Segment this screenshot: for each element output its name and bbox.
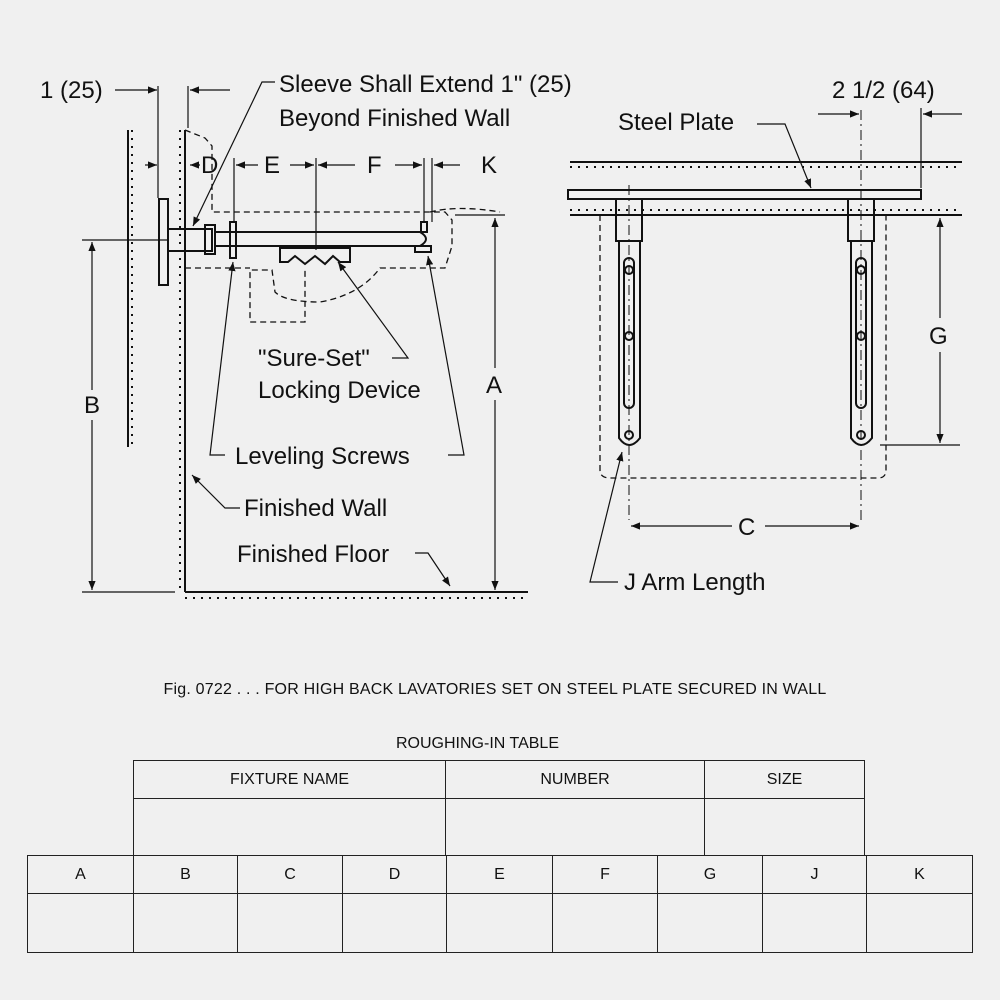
dim-c-label: C bbox=[738, 514, 756, 541]
fixture-name-header: FIXTURE NAME bbox=[134, 761, 446, 799]
col-header-e: E bbox=[447, 856, 553, 894]
fixture-name-cell[interactable] bbox=[134, 799, 446, 856]
value-cell-f[interactable] bbox=[553, 894, 658, 953]
value-cell-j[interactable] bbox=[763, 894, 867, 953]
dim-e-label: E bbox=[264, 152, 281, 179]
dim-25-label: 1 (25) bbox=[40, 77, 103, 104]
col-header-j: J bbox=[763, 856, 867, 894]
col-header-g: G bbox=[658, 856, 763, 894]
col-header-a: A bbox=[28, 856, 134, 894]
dimension-table bbox=[27, 855, 973, 953]
sure-set-label-line1: "Sure-Set" bbox=[258, 345, 370, 372]
front-view bbox=[568, 108, 962, 582]
sleeve-note-line2: Beyond Finished Wall bbox=[279, 105, 511, 132]
dim-a-label: A bbox=[486, 372, 503, 399]
value-cell-a[interactable] bbox=[28, 894, 134, 953]
leveling-screws-label: Leveling Screws bbox=[235, 443, 410, 470]
value-cell-b[interactable] bbox=[134, 894, 238, 953]
dim-k-label: K bbox=[481, 152, 498, 179]
dim-64-label: 2 1/2 (64) bbox=[832, 77, 935, 104]
sleeve-note-line1: Sleeve Shall Extend 1" (25) bbox=[279, 71, 572, 98]
dim-b-label: B bbox=[84, 392, 101, 419]
value-cell-e[interactable] bbox=[447, 894, 553, 953]
figure-caption: Fig. 0722 . . . FOR HIGH BACK LAVATORIES SET ON STEEL PLATE SECURED IN WALL bbox=[163, 681, 827, 698]
dim-g-label: G bbox=[929, 323, 948, 350]
col-header-d: D bbox=[343, 856, 447, 894]
steel-plate-label: Steel Plate bbox=[618, 109, 735, 136]
roughing-table-title: ROUGHING-IN TABLE bbox=[396, 735, 559, 752]
value-cell-k[interactable] bbox=[867, 894, 973, 953]
finished-wall-label: Finished Wall bbox=[244, 495, 388, 522]
value-cell-d[interactable] bbox=[343, 894, 447, 953]
size-header: SIZE bbox=[705, 761, 865, 799]
finished-floor-label: Finished Floor bbox=[237, 541, 390, 568]
j-arm-length-label: J Arm Length bbox=[624, 569, 766, 596]
sure-set-label-line2: Locking Device bbox=[258, 377, 421, 404]
value-cell-g[interactable] bbox=[658, 894, 763, 953]
fixture-table bbox=[133, 760, 865, 856]
number-header: NUMBER bbox=[446, 761, 705, 799]
col-header-b: B bbox=[134, 856, 238, 894]
col-header-k: K bbox=[867, 856, 973, 894]
col-header-c: C bbox=[238, 856, 343, 894]
col-header-f: F bbox=[553, 856, 658, 894]
dim-f-label: F bbox=[367, 152, 382, 179]
value-cell-c[interactable] bbox=[238, 894, 343, 953]
size-cell[interactable] bbox=[705, 799, 865, 856]
number-cell[interactable] bbox=[446, 799, 705, 856]
dim-d-label: D bbox=[201, 152, 219, 179]
